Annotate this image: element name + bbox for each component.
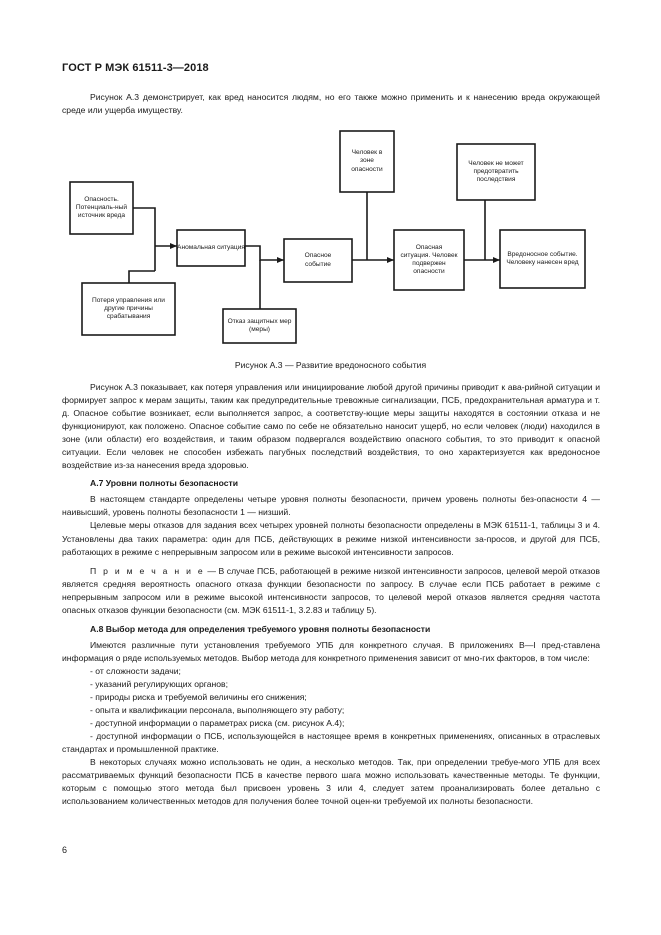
figure-caption: Рисунок А.3 — Развитие вредоносного события [234,360,427,370]
section-a8-p2: В некоторых случаях можно использовать не один, а несколько методов. Так, при определении требуе-мого УПБ для всех рассматриваемых функций безопасности ПСБ в качестве первого шага можно использовать качественные методы. Те функции, которым с помощью этого метода был присвоен уровень 3 или 4, следует затем проанализировать более детально с использованием количественных методов для получения более точной оцен-ки требуемой их полноты безопасности. [62,757,600,807]
standard-header: ГОСТ Р МЭК 61511-3—2018 [62,62,209,74]
box-failure-label: Отказ защитных мер (меры) [227,317,292,333]
box-human-label: Человек в зоне опасности [351,149,383,173]
list-item: - указаний регулирующих органов; [90,678,228,689]
connector-hazard [133,208,155,271]
box-event-label: Опасное событие [304,252,332,268]
box-hazard-label: Опасность. Потенциаль-ный источник вреда [75,195,128,220]
section-a7-note [62,565,600,617]
box-loss-label: Потеря управления или другие причины срабатывания [92,296,165,321]
page-number: 6 [62,845,68,855]
note-text: — В случае ПСБ, работающей в режиме низкой интенсивности запросов, целевой мерой отказов является средняя вероятность опасного отказа функции безопасности по запросу. В случае если ПСБ работает в режиме с непрерывным запросом или в режиме высокой интенсивности запросов, то целевой мерой отказов является средняя частота опасных отказов функции безопасности (см. МЭК 61511-1, 3.2.83 и таблицу 5). [62,565,600,615]
section-a7-p2: Целевые меры отказов для задания всех четырех уровней полноты безопасности определены в МЭК 61511-1, таблицы 3 и 4. Установлены два таких параметра: один для ПСБ, действующих в режиме низкой интенсивности за-просов, и другой для ПСБ, работающих в режиме с непрерывным запросом или в режиме высокой интенсивности запросов. [62,520,600,557]
box-harm-label: Вредоносное событие. Человеку нанесен вред [506,250,579,266]
box-cannot-avoid-label: Человек не может предотвратить последствия [468,159,524,184]
list-item: - доступной информации о ПСБ, использующейся в настоящее время в конкретных применениях, описанных в отраслевых стандартах и промышленной практике. [62,731,600,755]
list-item: - природы риска и требуемой величины его снижения; [90,692,307,703]
section-a8-p1: Имеются различные пути установления требуемого УПБ для конкретного случая. В приложениях В—I пред-ставлена информация о ряде используемых методов. Выбор метода для конкретного применения зависит от мно-гих факторов, в том числе: [62,639,600,663]
paragraph-1: Рисунок А.3 показывает, как потеря управления или инициирование любой другой причины приводит к ава-рийной ситуации и формирует запрос к мерам защиты, таким как предупредительные тревожные сигнализации, ПСБ, предохранительная арматура и т. д. Опасное событие возникает, если выполняется запрос, а соответству-ющие меры защиты находятся в состоянии отказа и не функционируют, как положено. Опасное событие само по себе не обязательно наносит ущерб, но если человек (люди) находился в зоне (или области) его воздействия, и таким образом подвергался воздействию опасного события, то это приводит к опасной ситуации. Если человек не способен избежать пагубных последствий воздействия, то оно характеризуется как вредоносное воздействие из-за нанесения вреда здоровью. [62,382,600,471]
note-label: П р и м е ч а н и е [90,565,205,576]
section-a7-heading: А.7 Уровни полноты безопасности [90,478,239,489]
intro-text: Рисунок А.3 демонстрирует, как вред наносится людям, но его также можно применить и к нанесению вреда окружающей среде или ущерба имуществу. [62,92,600,116]
list-item: - от сложности задачи; [90,665,181,676]
box-situation-label: Опасная ситуация. Человек подвержен опасности [400,243,458,276]
box-abnormal-label: Аномальная ситуация [177,243,245,251]
list-item: - опыта и квалификации персонала, выполняющего эту работу; [90,705,345,716]
list-item: - доступной информации о параметрах риска (см. рисунок А.4); [90,718,345,729]
arrow-to-event [245,246,284,260]
connector-loss [129,271,155,283]
section-a8-heading: А.8 Выбор метода для определения требуемого уровня полноты безопасности [90,623,431,634]
section-a7-p1: В настоящем стандарте определены четыре уровня полноты безопасности, причем уровень полноты без-опасности 4 — наивысший, уровень полноты безопасности 1 — низший. [62,494,600,518]
body-text [62,381,600,808]
